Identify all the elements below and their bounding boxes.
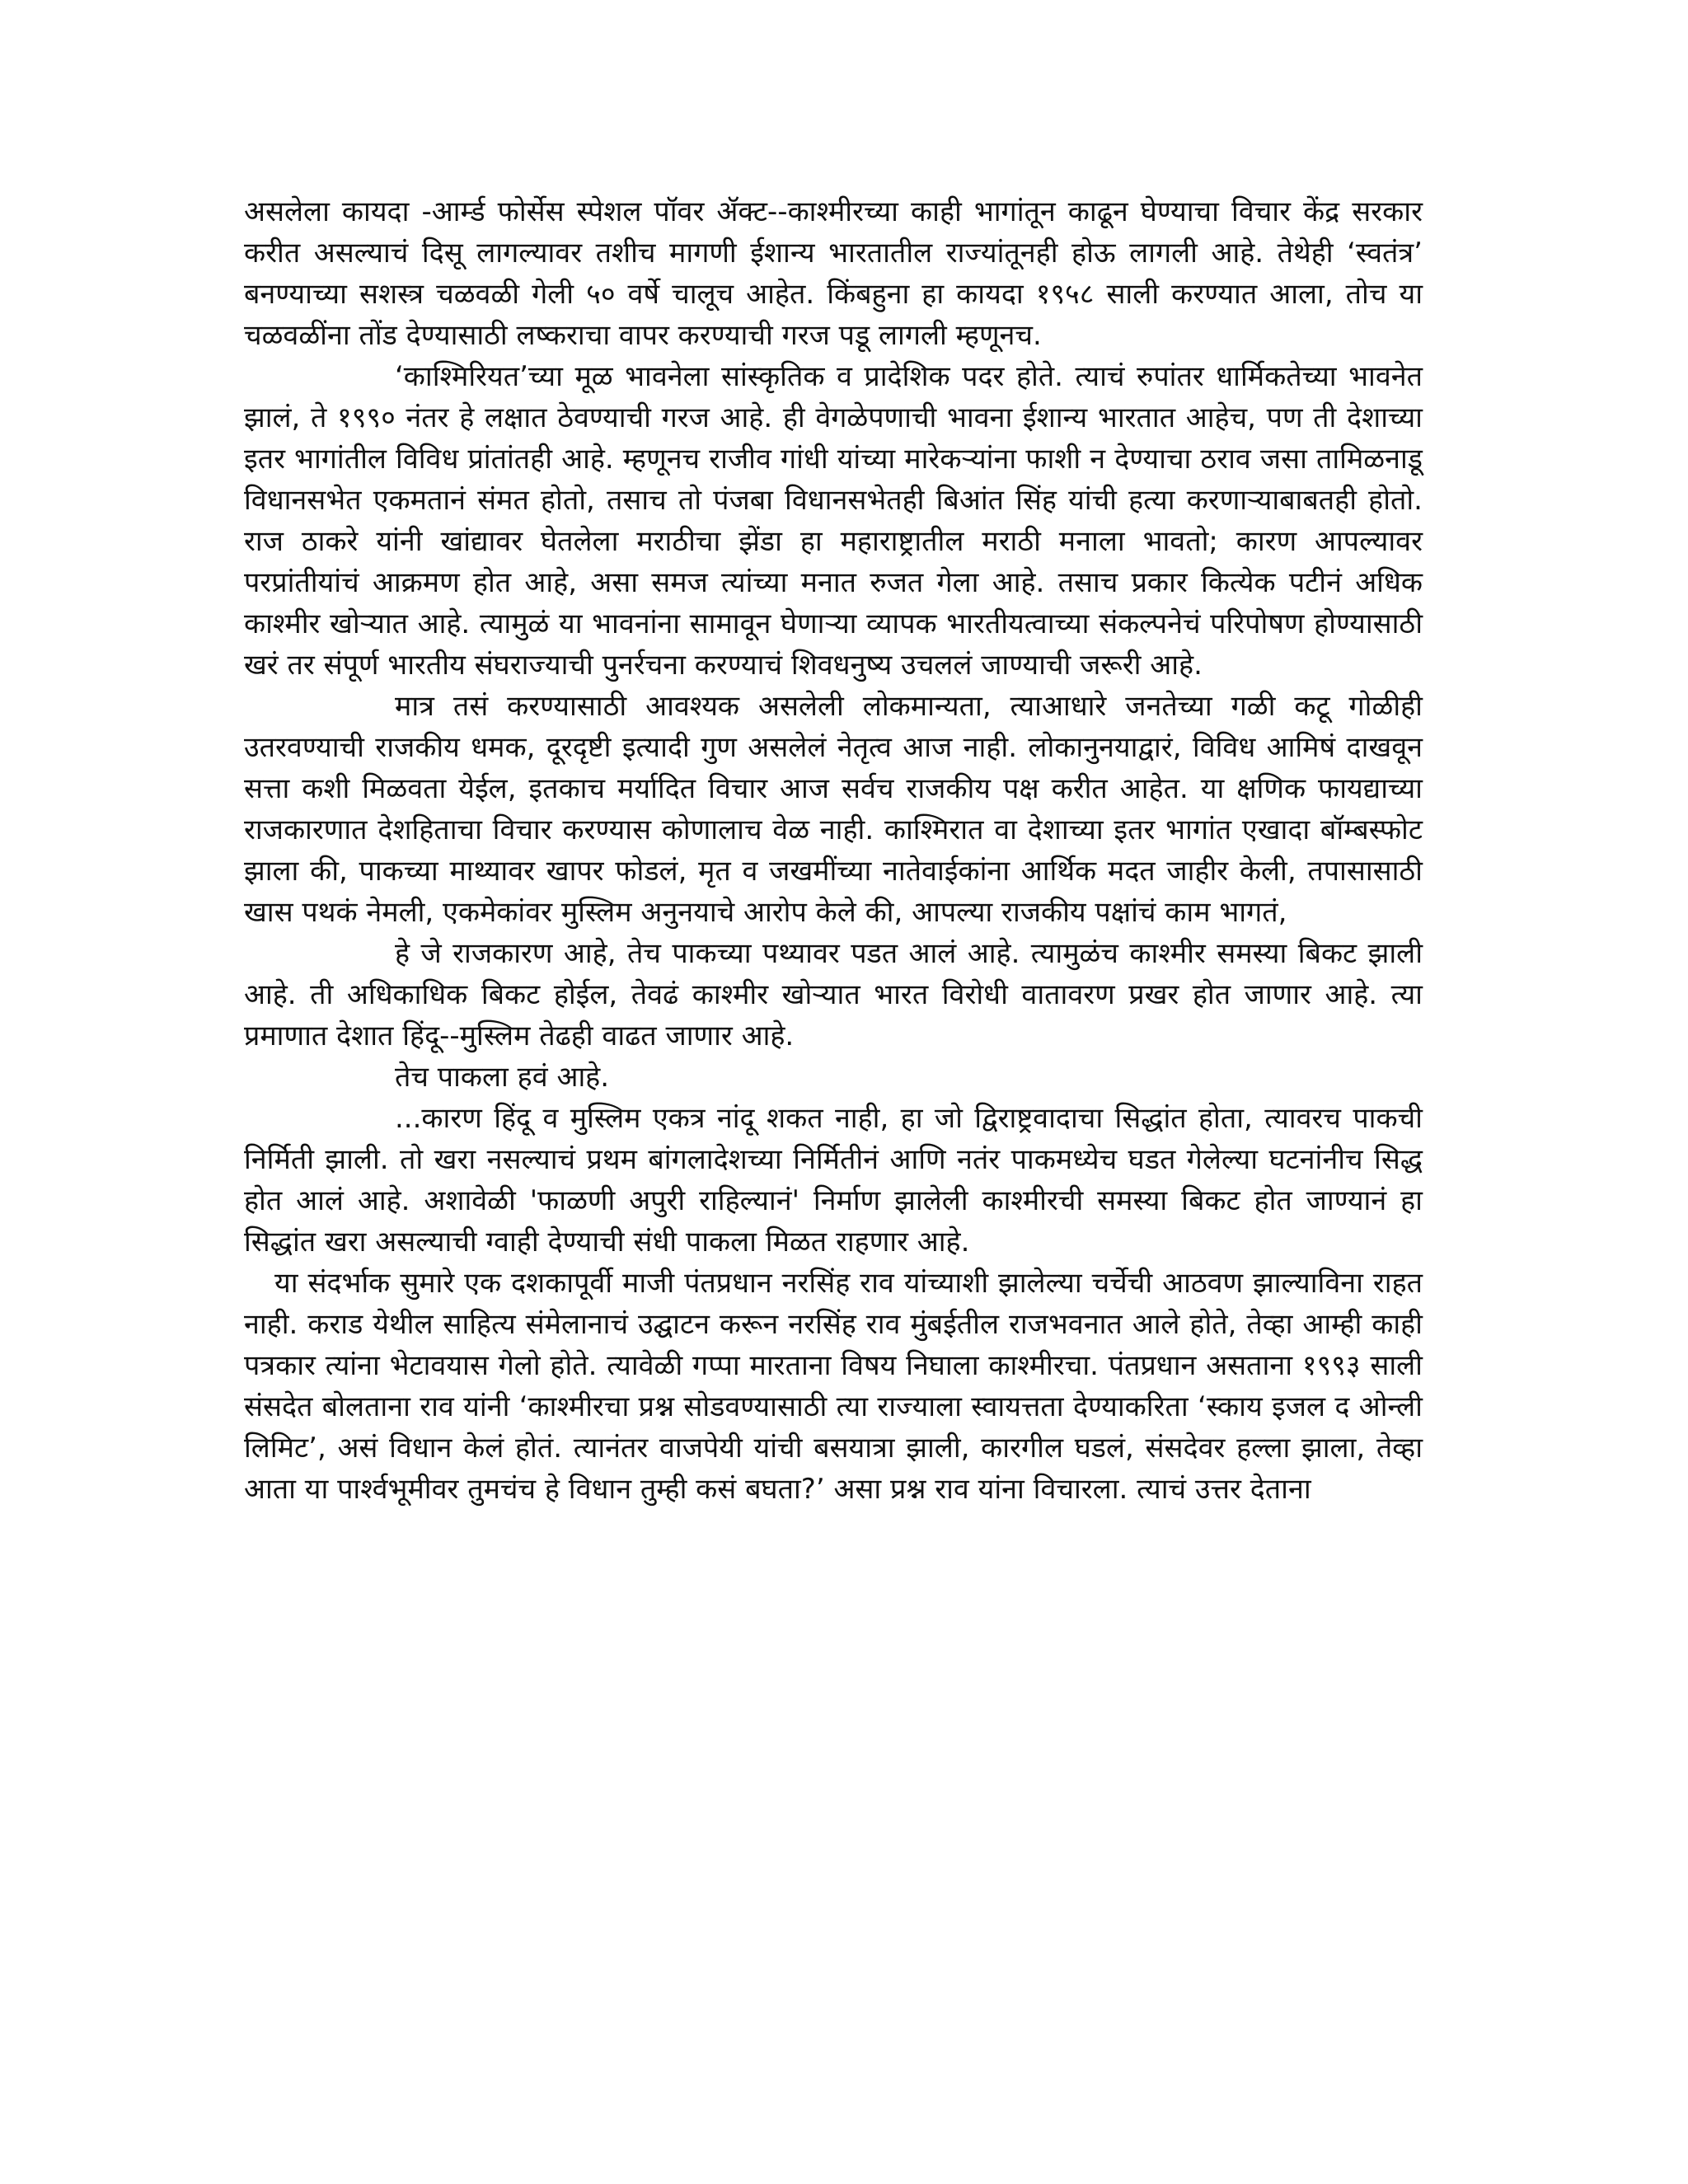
paragraph-5: तेच पाकला हवं आहे. bbox=[395, 1061, 610, 1094]
paragraph-1: असलेला कायदा -आर्म्ड फोर्सेस स्पेशल पॉवर ॲक्ट--काश्मीरच्या काही भागांतून काढून घेण्याचा विचार केंद्र सरकार करीत असल्याचं दिसू लागल्यावर तशीच मागणी ईशान्य भारतातील राज्यांतूनही होऊ लागली आहे. तेथेही ‘स्वतंत्र’ बनण्याच्या सशस्त्र चळवळी गेली ५० वर्षे चालूच आहेत. किंबहुना हा कायदा १९५८ साली करण्यात आला, तोच या चळवळींना तोंड देण्यासाठी लष्कराचा वापर करण्याची गरज पडू लागली म्हणूनच. bbox=[244, 195, 1423, 352]
body-text bbox=[244, 191, 1423, 1510]
paragraph-2: ‘काश्मिरियत’च्या मूळ भावनेला सांस्कृतिक व प्रादेशिक पदर होते. त्याचं रुपांतर धार्मिकतेच्या भावनेत झालं, ते १९९० नंतर हे लक्षात ठेवण्याची गरज आहे. ही वेगळेपणाची भावना ईशान्य भारतात आहेच, पण ती देशाच्या इतर भागांतील विविध प्रांतांतही आहे. म्हणूनच राजीव गांधी यांच्या मारेकऱ्यांना फाशी न देण्याचा ठराव जसा तामिळनाडू विधानसभेत एकमतानं संमत होतो, तसाच तो पंजबा विधानसभेतही बिआंत सिंह यांची हत्या करणाऱ्याबाबतही होतो. राज ठाकरे यांनी खांद्यावर घेतलेला मराठीचा झेंडा हा महाराष्ट्रातील मराठी मनाला भावतो; कारण आपल्यावर परप्रांतीयांचं आक्रमण होत आहे, असा समज त्यांच्या मनात रुजत गेला आहे. तसाच प्रकार कित्येक पटीनं अधिक काश्मीर खोऱ्यात आहे. त्यामुळं या भावनांना सामावून घेणाऱ्या व्यापक भारतीयत्वाच्या संकल्पनेचं परिपोषण होण्यासाठी खरं तर संपूर्ण भारतीय संघराज्याची पुनर्रचना करण्याचं शिवधनुष्य उचललं जाण्याची जरूरी आहे. bbox=[244, 360, 1423, 682]
paragraph-3: मात्र तसं करण्यासाठी आवश्यक असलेली लोकमान्यता, त्याआधारे जनतेच्या गळी कटू गोळीही उतरवण्याची राजकीय धमक, दूरदृष्टी इत्यादी गुण असलेलं नेतृत्व आज नाही. लोकानुनयाद्वारं, विविध आमिषं दाखवून सत्ता कशी मिळवता येईल, इतकाच मर्यादित विचार आज सर्वच राजकीय पक्ष करीत आहेत. या क्षणिक फायद्याच्या राजकारणात देशहिताचा विचार करण्यास कोणालाच वेळ नाही. काश्मिरात वा देशाच्या इतर भागांत एखादा बॉम्बस्फोट झाला की, पाकच्या माथ्यावर खापर फोडलं, मृत व जखमींच्या नातेवाईकांना आर्थिक मदत जाहीर केली, तपासासाठी खास पथकं नेमली, एकमेकांवर मुस्लिम अनुनयाचे आरोप केले की, आपल्या राजकीय पक्षांचं काम भागतं, bbox=[244, 690, 1423, 929]
paragraph-7: या संदर्भाक सुमारे एक दशकापूर्वी माजी पंतप्रधान नरसिंह राव यांच्याशी झालेल्या चर्चेची आठवण झाल्याविना राहत नाही. कराड येथील साहित्य संमेलानाचं उद्घाटन करून नरसिंह राव मुंबईतील राजभवनात आले होते, तेव्हा आम्ही काही पत्रकार त्यांना भेटावयास गेलो होते. त्यावेळी गप्पा मारताना विषय निघाला काश्मीरचा. पंतप्रधान असताना १९९३ साली संसदेत बोलताना राव यांनी ‘काश्मीरचा प्रश्न सोडवण्यासाठी त्या राज्याला स्वायत्तता देण्याकरिता ‘स्काय इजल द ओन्ली लिमिट’, असं विधान केलं होतं. त्यानंतर वाजपेयी यांची बसयात्रा झाली, कारगील घडलं, संसदेवर हल्ला झाला, तेव्हा आता या पार्श्वभूमीवर तुमचंच हे विधान तुम्ही कसं बघता?’ असा प्रश्न राव यांना विचारला. त्याचं उत्तर देताना bbox=[244, 1267, 1423, 1506]
paragraph-4: हे जे राजकारण आहे, तेच पाकच्या पथ्यावर पडत आलं आहे. त्यामुळंच काश्मीर समस्या बिकट झाली आहे. ती अधिकाधिक बिकट होईल, तेवढं काश्मीर खोऱ्यात भारत विरोधी वातावरण प्रखर होत जाणार आहे. त्या प्रमाणात देशात हिंदू--मुस्लिम तेढही वाढत जाणार आहे. bbox=[244, 937, 1423, 1052]
paragraph-6: ...कारण हिंदू व मुस्लिम एकत्र नांदू शकत नाही, हा जो द्विराष्ट्रवादाचा सिद्धांत होता, त्यावरच पाकची निर्मिती झाली. तो खरा नसल्याचं प्रथम बांगलादेशच्या निर्मितीनं आणि नतंर पाकमध्येच घडत गेलेल्या घटनांनीच सिद्ध होत आलं आहे. अशावेळी 'फाळणी अपुरी राहिल्यानं' निर्माण झालेली काश्मीरची समस्या बिकट होत जाण्यानं हा सिद्धांत खरा असल्याची ग्वाही देण्याची संधी पाकला मिळत राहणार आहे. bbox=[244, 1102, 1423, 1258]
